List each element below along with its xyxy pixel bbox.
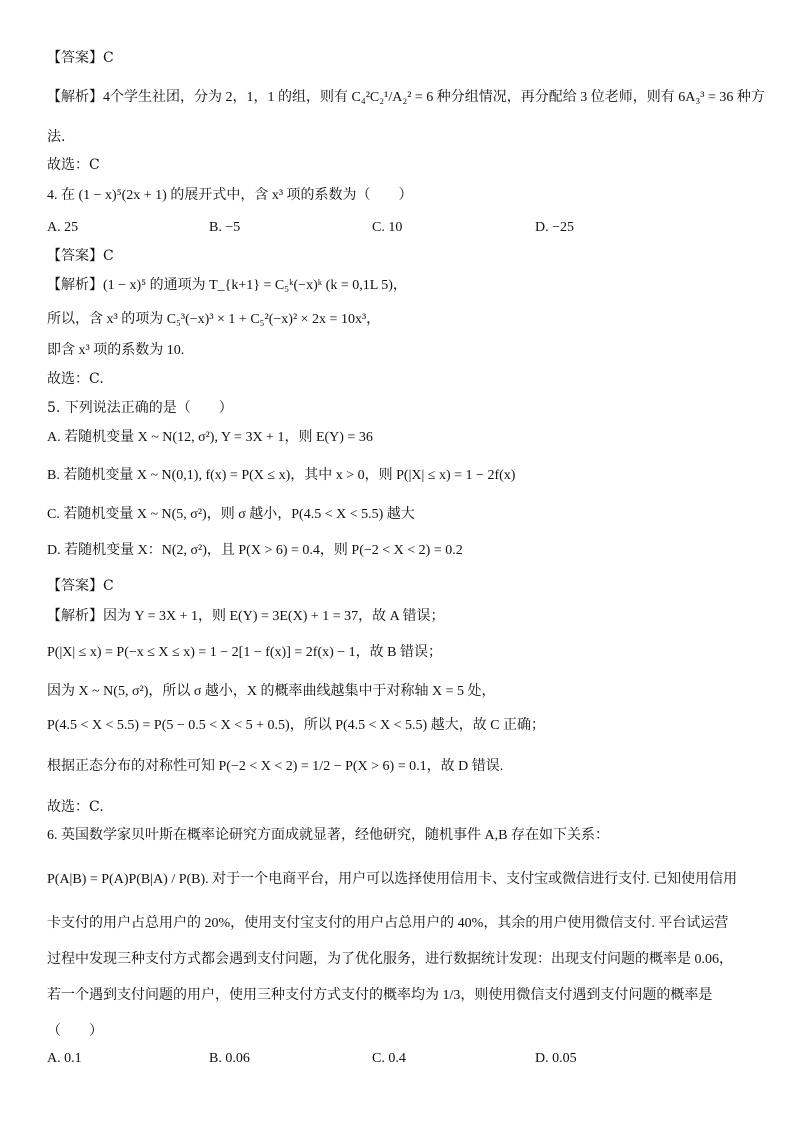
- q4-option-d: D. −25: [535, 220, 575, 235]
- q5-analysis-line-5: 根据正态分布的对称性可知 P(−2 < X < 2) = 1/2 − P(X > 6) = 0.1，故 D 错误.: [47, 759, 504, 774]
- q5-stem: 5. 下列说法正确的是（ ）: [47, 400, 233, 416]
- q5-analysis-line-4: P(4.5 < X < 5.5) = P(5 − 0.5 < X < 5 + 0.5)，所以 P(4.5 < X < 5.5) 越大，故 C 正确；: [47, 718, 546, 733]
- q6-stem-line-2: P(A|B) = P(A)P(B|A) / P(B). 对于一个电商平台，用户可以选择使用信用卡、支付宝或微信进行支付. 已知使用信用: [47, 872, 738, 887]
- q6-stem-line-6: （ ）: [47, 1023, 103, 1039]
- q5-option-d: D. 若随机变量 X：N(2, σ²)，且 P(X > 6) = 0.4，则 P(−2 < X < 2) = 0.2: [47, 543, 463, 558]
- q4-analysis-line-1: 【解析】(1 − x)⁵ 的通项为 T_{k+1} = C₅ᵏ(−x)ᵏ (k = 0,1L 5)，: [47, 278, 407, 293]
- q6-stem-line-1: 6. 英国数学家贝叶斯在概率论研究方面成就显著，经他研究，随机事件 A,B 存在如下关系：: [47, 828, 609, 843]
- q4-analysis-line-3: 即含 x³ 项的系数为 10.: [47, 343, 185, 358]
- q5-answer: 【答案】C: [47, 578, 114, 594]
- q4-choice: 故选：C.: [47, 371, 104, 387]
- q3-analysis-line-2: 法.: [47, 129, 66, 145]
- q5-option-c: C. 若随机变量 X ~ N(5, σ²)，则 σ 越小，P(4.5 < X < 5.5) 越大: [47, 507, 415, 522]
- q3-choice: 故选：C: [47, 157, 100, 173]
- q4-answer: 【答案】C: [47, 248, 114, 264]
- q4-option-a: A. 25: [47, 220, 79, 235]
- q4-analysis-line-2: 所以，含 x³ 的项为 C₅³(−x)³ × 1 + C₅²(−x)² × 2x = 10x³，: [47, 312, 381, 327]
- q5-option-b: B. 若随机变量 X ~ N(0,1), f(x) = P(X ≤ x)，其中 x > 0，则 P(|X| ≤ x) = 1 − 2f(x): [47, 468, 516, 483]
- q6-stem-line-3: 卡支付的用户占总用户的 20%，使用支付宝支付的用户占总用户的 40%，其余的用户使用微信支付. 平台试运营: [47, 916, 729, 931]
- q5-analysis-line-3: 因为 X ~ N(5, σ²)，所以 σ 越小，X 的概率曲线越集中于对称轴 X = 5 处，: [47, 684, 496, 699]
- q5-analysis-line-1: 【解析】因为 Y = 3X + 1，则 E(Y) = 3E(X) + 1 = 37，故 A 错误；: [47, 609, 445, 624]
- q6-stem-line-5: 若一个遇到支付问题的用户，使用三种支付方式支付的概率均为 1/3，则使用微信支付遇到支付问题的概率是: [47, 988, 713, 1003]
- q5-option-a: A. 若随机变量 X ~ N(12, σ²), Y = 3X + 1，则 E(Y) = 36: [47, 430, 373, 445]
- q5-choice: 故选：C.: [47, 799, 104, 815]
- q4-option-b: B. −5: [209, 220, 241, 235]
- q4-stem: 4. 在 (1 − x)⁵(2x + 1) 的展开式中，含 x³ 项的系数为（ ）: [47, 188, 413, 203]
- q3-analysis-line-1: 【解析】4个学生社团，分为 2，1，1 的组，则有 C₄²C₂¹/A₂² = 6 种分组情况，再分配给 3 位老师，则有 6A₃³ = 36 种方: [47, 90, 765, 105]
- q3-answer: 【答案】C: [47, 50, 114, 66]
- q6-option-d: D. 0.05: [535, 1051, 577, 1066]
- q5-analysis-line-2: P(|X| ≤ x) = P(−x ≤ X ≤ x) = 1 − 2[1 − f(x)] = 2f(x) − 1，故 B 错误；: [47, 645, 443, 660]
- q4-option-c: C. 10: [372, 220, 403, 235]
- q6-option-c: C. 0.4: [372, 1051, 406, 1066]
- q6-option-b: B. 0.06: [209, 1051, 250, 1066]
- q6-option-a: A. 0.1: [47, 1051, 82, 1066]
- q6-stem-line-4: 过程中发现三种支付方式都会遇到支付问题，为了优化服务，进行数据统计发现：出现支付问题的概率是 0.06，: [47, 952, 733, 967]
